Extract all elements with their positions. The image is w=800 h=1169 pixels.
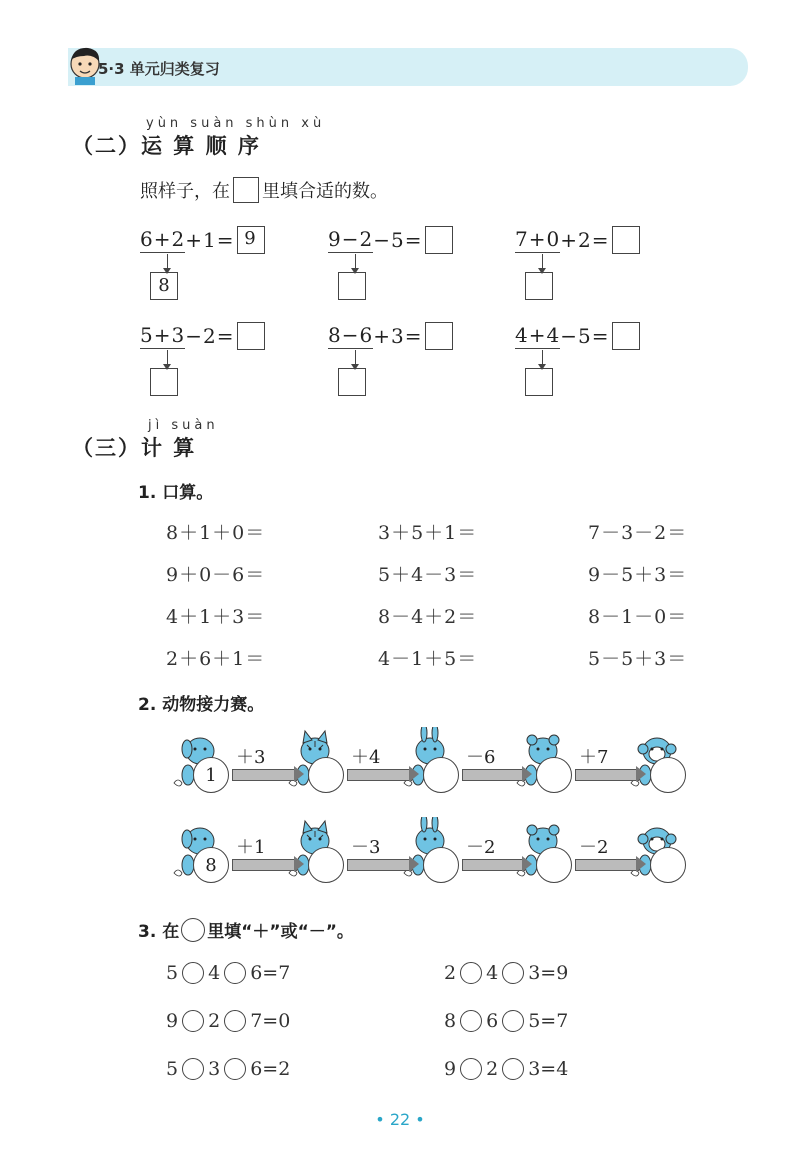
first-step (328, 227, 373, 253)
operand: 2 (208, 1010, 221, 1032)
arrow-line (167, 350, 168, 364)
operand: 6 (359, 323, 374, 347)
operand: 3 (171, 323, 186, 347)
operand: 4 (208, 962, 221, 984)
relay-arrow-head (409, 766, 419, 782)
q2-label: 2. 动物接力赛。 (138, 695, 265, 715)
operand: 6 (486, 1010, 499, 1032)
operand: 2 (444, 962, 457, 984)
order-equation (140, 226, 265, 254)
order-equation (328, 226, 453, 254)
result: 2 (278, 1058, 291, 1080)
relay-start-circle: 1 (193, 757, 229, 793)
relay-answer-circle[interactable] (536, 757, 572, 793)
operand: 9 (444, 1058, 457, 1080)
step-arrow (351, 254, 359, 274)
arrow-line (167, 254, 168, 268)
sign-circle[interactable] (460, 1058, 482, 1080)
operand: 5 (166, 962, 179, 984)
sign-circle[interactable] (182, 962, 204, 984)
step-arrow (163, 350, 171, 370)
section2-instruction: 照样子，在 里填合适的数。 (140, 177, 388, 203)
relay-operation: －2 (466, 837, 496, 858)
order-item (328, 322, 453, 350)
operand: 2 (486, 1058, 499, 1080)
mental-math-item: 2＋6＋1＝ (166, 648, 266, 670)
relay-operation: ＋7 (579, 747, 609, 768)
mental-math-item: 3＋5＋1＝ (378, 522, 478, 544)
order-item (515, 226, 640, 254)
equals-sign: = (262, 1010, 279, 1032)
step-arrow (538, 254, 546, 274)
result-box[interactable]: 9 (237, 226, 265, 254)
relay-answer-circle[interactable] (308, 847, 344, 883)
page-number: • 22 • (375, 1110, 425, 1129)
equals-sign: = (591, 324, 610, 348)
operator: − (341, 227, 360, 251)
first-step (140, 227, 185, 253)
first-step (515, 323, 560, 349)
example-circle (181, 918, 205, 942)
equals-sign: = (591, 228, 610, 252)
section2-pinyin: yùn suàn shùn xù (146, 116, 326, 131)
operand: 2 (578, 228, 592, 252)
operand: 2 (359, 227, 374, 251)
equals-sign: = (404, 228, 423, 252)
relay-answer-circle[interactable] (423, 847, 459, 883)
order-equation (515, 322, 640, 350)
sign-fill-item (444, 962, 568, 984)
mental-math-item: 4＋1＋3＝ (166, 606, 266, 628)
operand: 3 (528, 1058, 541, 1080)
relay-operation: ＋3 (236, 747, 266, 768)
intermediate-box[interactable] (525, 272, 553, 300)
equals-sign: = (540, 962, 557, 984)
operator: − (373, 228, 391, 252)
step-arrow (163, 254, 171, 274)
relay-operation: ＋1 (236, 837, 266, 858)
relay-answer-circle[interactable] (650, 847, 686, 883)
sign-circle[interactable] (502, 1058, 524, 1080)
arrow-line (355, 254, 356, 268)
operand: 9 (166, 1010, 179, 1032)
first-step (515, 227, 560, 253)
operator: + (185, 228, 203, 252)
sign-fill-item (166, 962, 290, 984)
operand: 7 (515, 227, 529, 251)
operand: 4 (486, 962, 499, 984)
relay-operation: ＋4 (351, 747, 381, 768)
section3-heading: （三）计 算 (72, 436, 197, 460)
equals-sign: = (262, 1058, 279, 1080)
mental-math-item: 8＋1＋0＝ (166, 522, 266, 544)
operand: 2 (171, 227, 186, 251)
relay-arrow (232, 859, 297, 871)
sign-circle[interactable] (460, 1010, 482, 1032)
order-item (140, 226, 265, 296)
operand: 6 (250, 1058, 263, 1080)
sign-circle[interactable] (502, 1010, 524, 1032)
intermediate-box[interactable] (150, 368, 178, 396)
relay-arrow (232, 769, 297, 781)
relay-arrow-head (294, 856, 304, 872)
result: 9 (556, 962, 569, 984)
intermediate-box[interactable] (338, 272, 366, 300)
operator: − (341, 323, 360, 347)
sign-circle[interactable] (502, 962, 524, 984)
sign-circle[interactable] (224, 1058, 246, 1080)
step-arrow (351, 350, 359, 370)
operator: + (560, 228, 578, 252)
sign-circle[interactable] (460, 962, 482, 984)
operand: 6 (140, 227, 154, 251)
first-step (140, 323, 185, 349)
arrow-line (542, 350, 543, 364)
operand: 4 (546, 323, 561, 347)
result: 0 (278, 1010, 291, 1032)
operand: 8 (328, 323, 342, 347)
intermediate-box[interactable] (338, 368, 366, 396)
q3-label: 3. 在 里填“＋”或“－”。 (138, 917, 354, 942)
relay-arrow-head (409, 856, 419, 872)
relay-operation: －3 (351, 837, 381, 858)
operator: + (528, 323, 547, 347)
mental-math-item: 8－4＋2＝ (378, 606, 478, 628)
result-box[interactable] (425, 322, 453, 350)
sign-circle[interactable] (224, 962, 246, 984)
operand: 5 (140, 323, 154, 347)
relay-start-circle: 8 (193, 847, 229, 883)
operator: + (153, 323, 172, 347)
operator: − (185, 324, 203, 348)
relay-answer-circle[interactable] (536, 847, 572, 883)
order-equation (515, 226, 640, 254)
sign-fill-item (444, 1010, 568, 1032)
sign-circle[interactable] (182, 1058, 204, 1080)
relay-arrow-head (522, 856, 532, 872)
header-title: 5·3 单元归类复习 (98, 60, 220, 78)
operator: + (373, 324, 391, 348)
sign-fill-item (444, 1058, 568, 1080)
operand: 3 (391, 324, 405, 348)
mental-math-item: 5＋4－3＝ (378, 564, 478, 586)
arrow-line (542, 254, 543, 268)
operand: 5 (391, 228, 405, 252)
equals-sign: = (262, 962, 279, 984)
operator: + (528, 227, 547, 251)
relay-arrow (462, 859, 525, 871)
operator: − (560, 324, 578, 348)
result-box[interactable] (612, 226, 640, 254)
operand: 3 (528, 962, 541, 984)
operand: 5 (166, 1058, 179, 1080)
operand: 5 (578, 324, 592, 348)
mental-math-item: 9＋0－6＝ (166, 564, 266, 586)
relay-arrow-head (522, 766, 532, 782)
relay-answer-circle[interactable] (308, 757, 344, 793)
sign-fill-item (166, 1058, 290, 1080)
order-equation (140, 322, 265, 350)
mental-math-item: 5－5＋3＝ (588, 648, 688, 670)
result: 4 (556, 1058, 569, 1080)
step-arrow (538, 350, 546, 370)
sign-fill-item (166, 1010, 290, 1032)
operand: 5 (528, 1010, 541, 1032)
relay-arrow-head (636, 856, 646, 872)
operand: 3 (208, 1058, 221, 1080)
section2-heading: （二）运 算 顺 序 (72, 134, 261, 158)
operand: 1 (203, 228, 217, 252)
equals-sign: = (216, 228, 235, 252)
result-box[interactable] (425, 226, 453, 254)
relay-answer-circle[interactable] (650, 757, 686, 793)
order-item (328, 226, 453, 254)
intermediate-box[interactable]: 8 (150, 272, 178, 300)
relay-answer-circle[interactable] (423, 757, 459, 793)
section3-pinyin: jì suàn (148, 418, 219, 433)
mental-math-item: 7－3－2＝ (588, 522, 688, 544)
operator: + (153, 227, 172, 251)
operand: 9 (328, 227, 342, 251)
operand: 8 (444, 1010, 457, 1032)
intermediate-box[interactable] (525, 368, 553, 396)
first-step (328, 323, 373, 349)
sign-circle[interactable] (182, 1010, 204, 1032)
relay-arrow (575, 769, 639, 781)
relay-arrow-head (294, 766, 304, 782)
operand: 0 (546, 227, 561, 251)
relay-arrow (462, 769, 525, 781)
result-box[interactable] (237, 322, 265, 350)
relay-arrow-head (636, 766, 646, 782)
relay-arrow (347, 769, 412, 781)
mental-math-item: 8－1－0＝ (588, 606, 688, 628)
operand: 6 (250, 962, 263, 984)
sign-circle[interactable] (224, 1010, 246, 1032)
result: 7 (556, 1010, 569, 1032)
order-equation (328, 322, 453, 350)
example-box (233, 177, 259, 203)
equals-sign: = (216, 324, 235, 348)
result: 7 (278, 962, 291, 984)
relay-operation: －2 (579, 837, 609, 858)
mental-math-item: 4－1＋5＝ (378, 648, 478, 670)
q1-label: 1. 口算。 (138, 483, 214, 503)
relay-arrow (575, 859, 639, 871)
operand: 2 (203, 324, 217, 348)
relay-operation: －6 (466, 747, 496, 768)
result-box[interactable] (612, 322, 640, 350)
mental-math-item: 9－5＋3＝ (588, 564, 688, 586)
relay-arrow (347, 859, 412, 871)
equals-sign: = (540, 1010, 557, 1032)
order-item (515, 322, 640, 350)
equals-sign: = (540, 1058, 557, 1080)
operand: 7 (250, 1010, 263, 1032)
equals-sign: = (404, 324, 423, 348)
operand: 4 (515, 323, 529, 347)
arrow-line (355, 350, 356, 364)
order-item (140, 322, 265, 350)
